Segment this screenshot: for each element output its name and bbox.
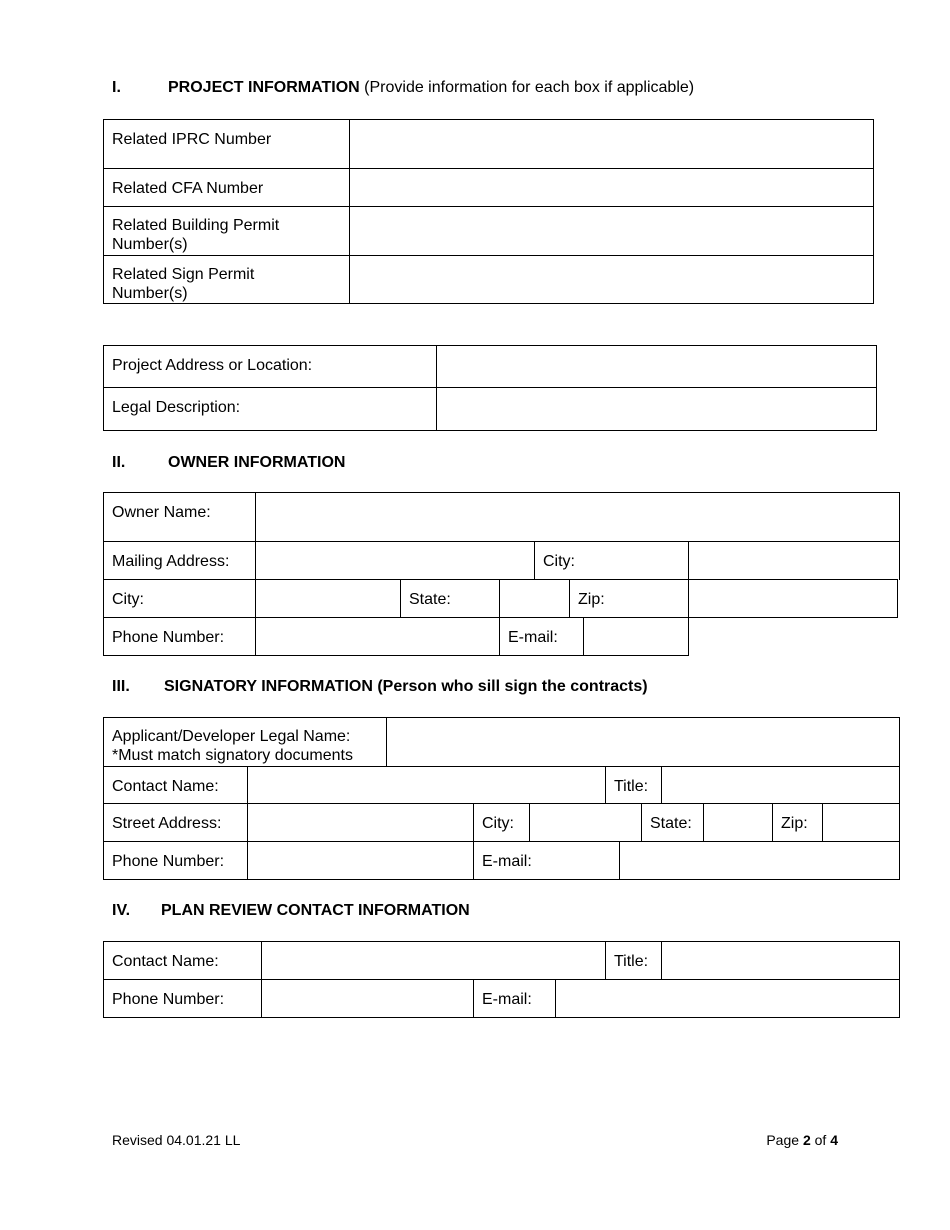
sign-permit-field[interactable] <box>350 256 873 303</box>
owner-phone-label: Phone Number: <box>112 629 225 646</box>
signatory-state-label: State: <box>650 815 692 832</box>
cfa-number-field[interactable] <box>350 169 873 206</box>
signatory-state-field[interactable] <box>704 804 772 841</box>
signatory-contact-label: Contact Name: <box>112 778 219 795</box>
owner-zip-field[interactable] <box>689 580 897 617</box>
plan-phone-field[interactable] <box>262 980 473 1017</box>
owner-name-field[interactable] <box>256 493 899 541</box>
plan-phone-label: Phone Number: <box>112 991 225 1008</box>
plan-title-field[interactable] <box>662 942 899 979</box>
section-3-number: III. <box>112 678 130 695</box>
mailing-address-field[interactable] <box>256 542 534 579</box>
page-number: Page 2 of 4 <box>766 1132 838 1148</box>
section-1-title: PROJECT INFORMATION <box>168 79 360 96</box>
iprc-number-label: Related IPRC Number <box>112 131 272 148</box>
section-4-number: IV. <box>112 902 131 919</box>
signatory-city-label: City: <box>482 815 514 832</box>
signatory-street-label: Street Address: <box>112 815 222 832</box>
signatory-phone-field[interactable] <box>248 842 473 879</box>
section-1-subtitle: (Provide information for each box if applicable) <box>364 79 695 96</box>
signatory-zip-label: Zip: <box>781 815 808 832</box>
owner-phone-field[interactable] <box>256 618 499 655</box>
section-2-title: OWNER INFORMATION <box>168 454 346 471</box>
section-4-title: PLAN REVIEW CONTACT INFORMATION <box>161 902 470 919</box>
plan-title-label: Title: <box>614 953 649 970</box>
building-permit-field[interactable] <box>350 207 873 255</box>
building-permit-label: Related Building Permit Number(s) <box>112 217 280 253</box>
owner-city-field-top[interactable] <box>689 542 899 579</box>
signatory-zip-field[interactable] <box>823 804 899 841</box>
project-address-label: Project Address or Location: <box>112 357 313 374</box>
legal-description-field[interactable] <box>437 388 876 430</box>
sign-permit-label: Related Sign Permit Number(s) <box>112 266 255 302</box>
section-1-number: I. <box>112 79 121 96</box>
signatory-phone-label: Phone Number: <box>112 853 225 870</box>
signatory-city-field[interactable] <box>530 804 641 841</box>
owner-city-label-top: City: <box>543 553 575 570</box>
plan-contact-field[interactable] <box>262 942 605 979</box>
section-2-heading <box>112 454 512 474</box>
signatory-contact-field[interactable] <box>248 767 605 803</box>
revision-note: Revised 04.01.21 LL <box>112 1132 241 1148</box>
owner-email-field[interactable] <box>584 618 688 655</box>
plan-email-label: E-mail: <box>482 991 532 1008</box>
section-1-heading <box>112 79 832 99</box>
cfa-number-label: Related CFA Number <box>112 180 264 197</box>
signatory-email-label: E-mail: <box>482 853 532 870</box>
plan-email-field[interactable] <box>556 980 899 1017</box>
legal-name-field[interactable] <box>387 718 899 766</box>
owner-email-label: E-mail: <box>508 629 558 646</box>
plan-contact-label: Contact Name: <box>112 953 219 970</box>
section-4-heading <box>112 902 612 922</box>
section-3-title: SIGNATORY INFORMATION (Person who sill sign the contracts) <box>164 678 648 695</box>
owner-state-label: State: <box>409 591 451 608</box>
signatory-street-field[interactable] <box>248 804 473 841</box>
owner-city-field[interactable] <box>256 580 400 617</box>
signatory-email-field[interactable] <box>620 842 899 879</box>
legal-name-label: Applicant/Developer Legal Name: *Must match signatory documents <box>112 728 353 764</box>
signatory-title-label: Title: <box>614 778 649 795</box>
owner-state-field[interactable] <box>500 580 569 617</box>
section-3-heading <box>112 678 812 698</box>
mailing-address-label: Mailing Address: <box>112 553 230 570</box>
owner-city-label: City: <box>112 591 144 608</box>
section-2-number: II. <box>112 454 126 471</box>
iprc-number-field[interactable] <box>350 120 873 168</box>
legal-description-label: Legal Description: <box>112 399 241 416</box>
owner-name-label: Owner Name: <box>112 504 211 521</box>
owner-zip-label: Zip: <box>578 591 605 608</box>
signatory-title-field[interactable] <box>662 767 899 803</box>
project-address-field[interactable] <box>437 346 876 387</box>
